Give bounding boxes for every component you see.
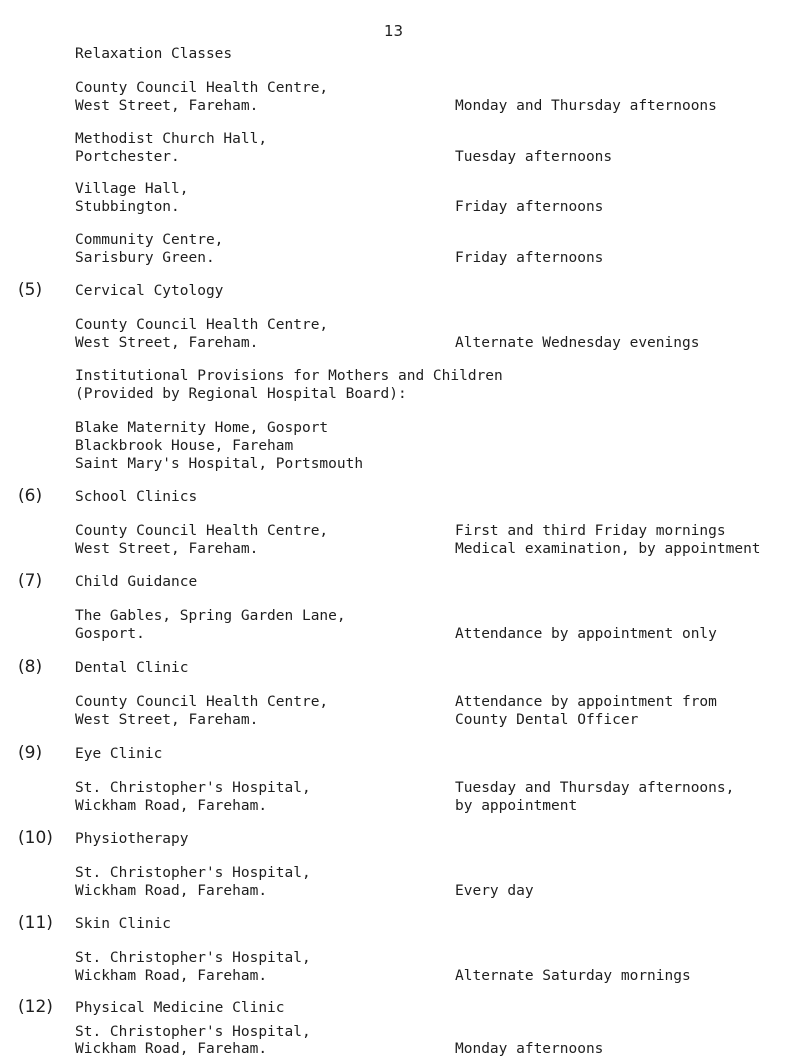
section-time: Monday afternoons: [455, 1041, 604, 1057]
section-time: Alternate Saturday mornings: [455, 968, 691, 984]
section-number: (8): [18, 657, 43, 677]
section-time-line1: First and third Friday mornings: [455, 523, 726, 539]
section-location-line1: St. Christopher's Hospital,: [75, 780, 311, 796]
relaxation-location-line2: Portchester.: [75, 149, 180, 165]
relaxation-location-line2: Stubbington.: [75, 199, 180, 215]
section-heading: Eye Clinic: [75, 746, 163, 762]
relaxation-time: Friday afternoons: [455, 199, 604, 215]
section-number: (11): [18, 913, 53, 933]
section-location-line2: Wickham Road, Fareham.: [75, 968, 268, 984]
section-number: (9): [18, 743, 43, 763]
institutional-subheading: (Provided by Regional Hospital Board):: [75, 386, 407, 402]
relaxation-location-line1: Methodist Church Hall,: [75, 131, 268, 147]
section-location-line2: West Street, Fareham.: [75, 541, 259, 557]
institution-item: Blake Maternity Home, Gosport: [75, 420, 329, 436]
section-location-line2: Wickham Road, Fareham.: [75, 883, 268, 899]
section-heading: School Clinics: [75, 489, 198, 505]
relaxation-location-line2: West Street, Fareham.: [75, 98, 259, 114]
section-heading: Physical Medicine Clinic: [75, 1000, 285, 1016]
section-heading: Cervical Cytology: [75, 283, 224, 299]
relaxation-time: Friday afternoons: [455, 250, 604, 266]
section-location-line2: West Street, Fareham.: [75, 712, 259, 728]
page-number: 13: [384, 22, 404, 40]
relaxation-location-line1: County Council Health Centre,: [75, 80, 329, 96]
relaxation-heading: Relaxation Classes: [75, 46, 233, 62]
section-location-line2: Wickham Road, Fareham.: [75, 1041, 268, 1057]
section-location-line1: St. Christopher's Hospital,: [75, 950, 311, 966]
relaxation-location-line1: Community Centre,: [75, 232, 224, 248]
relaxation-time: Tuesday afternoons: [455, 149, 613, 165]
section-location-line1: County Council Health Centre,: [75, 523, 329, 539]
section-time-line1: Attendance by appointment from: [455, 694, 717, 710]
section-heading: Skin Clinic: [75, 916, 172, 932]
section-location-line1: St. Christopher's Hospital,: [75, 1024, 311, 1040]
section-time-line2: by appointment: [455, 798, 578, 814]
section-number: (7): [18, 571, 43, 591]
section-location-line2: Wickham Road, Fareham.: [75, 798, 268, 814]
relaxation-time: Monday and Thursday afternoons: [455, 98, 717, 114]
institution-item: Saint Mary's Hospital, Portsmouth: [75, 456, 364, 472]
section-time: Every day: [455, 883, 534, 899]
section-location-line1: St. Christopher's Hospital,: [75, 865, 311, 881]
institutional-heading: Institutional Provisions for Mothers and Children: [75, 368, 503, 384]
section-number: (12): [18, 997, 53, 1017]
section-number: (5): [18, 280, 43, 300]
section-location-line1: County Council Health Centre,: [75, 317, 329, 333]
section-time-line2: County Dental Officer: [455, 712, 639, 728]
section-heading: Dental Clinic: [75, 660, 189, 676]
institution-item: Blackbrook House, Fareham: [75, 438, 294, 454]
section-time-line1: Tuesday and Thursday afternoons,: [455, 780, 735, 796]
section-number: (6): [18, 486, 43, 506]
section-time: Attendance by appointment only: [455, 626, 717, 642]
section-time-line2: Medical examination, by appointment: [455, 541, 761, 557]
section-location-line1: County Council Health Centre,: [75, 694, 329, 710]
section-time: Alternate Wednesday evenings: [455, 335, 700, 351]
section-number: (10): [18, 828, 53, 848]
section-location-line2: West Street, Fareham.: [75, 335, 259, 351]
section-location-line2: Gosport.: [75, 626, 145, 642]
section-location-line1: The Gables, Spring Garden Lane,: [75, 608, 346, 624]
relaxation-location-line2: Sarisbury Green.: [75, 250, 215, 266]
relaxation-location-line1: Village Hall,: [75, 181, 189, 197]
section-heading: Child Guidance: [75, 574, 198, 590]
section-heading: Physiotherapy: [75, 831, 189, 847]
